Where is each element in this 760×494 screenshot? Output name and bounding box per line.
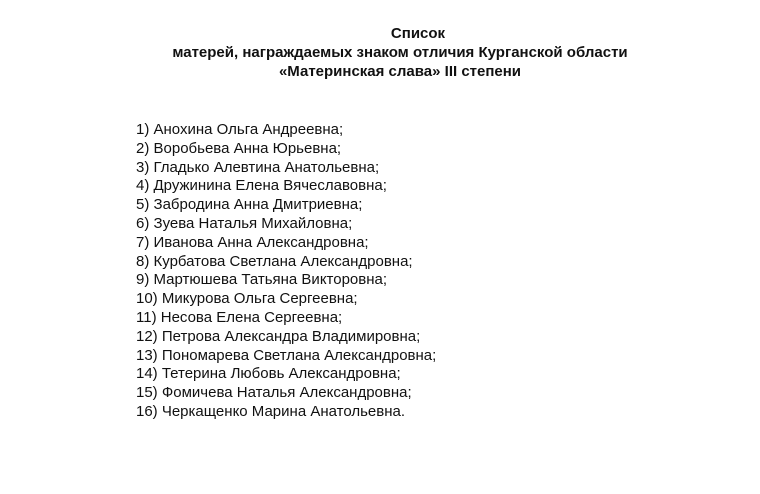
list-item: 8) Курбатова Светлана Александровна; bbox=[136, 252, 413, 270]
list-item: 7) Иванова Анна Александровна; bbox=[136, 233, 369, 251]
list-item: 4) Дружинина Елена Вячеславовна; bbox=[136, 177, 387, 195]
heading-title: Список bbox=[390, 25, 446, 42]
list-item: 14) Тетерина Любовь Александровна; bbox=[136, 365, 401, 383]
list-item: 10) Микурова Ольга Сергеевна; bbox=[136, 290, 358, 308]
heading-subtitle: матерей, награждаемых знаком отличия Курганской области bbox=[172, 44, 628, 61]
list-item: 9) Мартюшева Татьяна Викторовна; bbox=[136, 271, 388, 289]
list-item: 1) Анохина Ольга Андреевна; bbox=[136, 121, 344, 138]
list-item: 11) Несова Елена Сергеевна; bbox=[136, 308, 343, 326]
list-item: 12) Петрова Александра Владимировна; bbox=[136, 327, 421, 345]
document-heading bbox=[0, 24, 760, 81]
heading-award-name: «Материнская слава» III степени bbox=[278, 63, 522, 80]
list-item: 13) Пономарева Светлана Александровна; bbox=[136, 346, 437, 364]
list-item: 16) Черкащенко Марина Анатольевна. bbox=[136, 402, 406, 420]
list-item: 5) Забродина Анна Дмитриевна; bbox=[136, 196, 363, 214]
mothers-list bbox=[136, 121, 436, 422]
list-item: 15) Фомичева Наталья Александровна; bbox=[136, 384, 412, 402]
list-item: 6) Зуева Наталья Михайловна; bbox=[136, 214, 353, 232]
list-item: 2) Воробьева Анна Юрьевна; bbox=[136, 139, 342, 157]
list-item: 3) Гладько Алевтина Анатольевна; bbox=[136, 158, 380, 176]
